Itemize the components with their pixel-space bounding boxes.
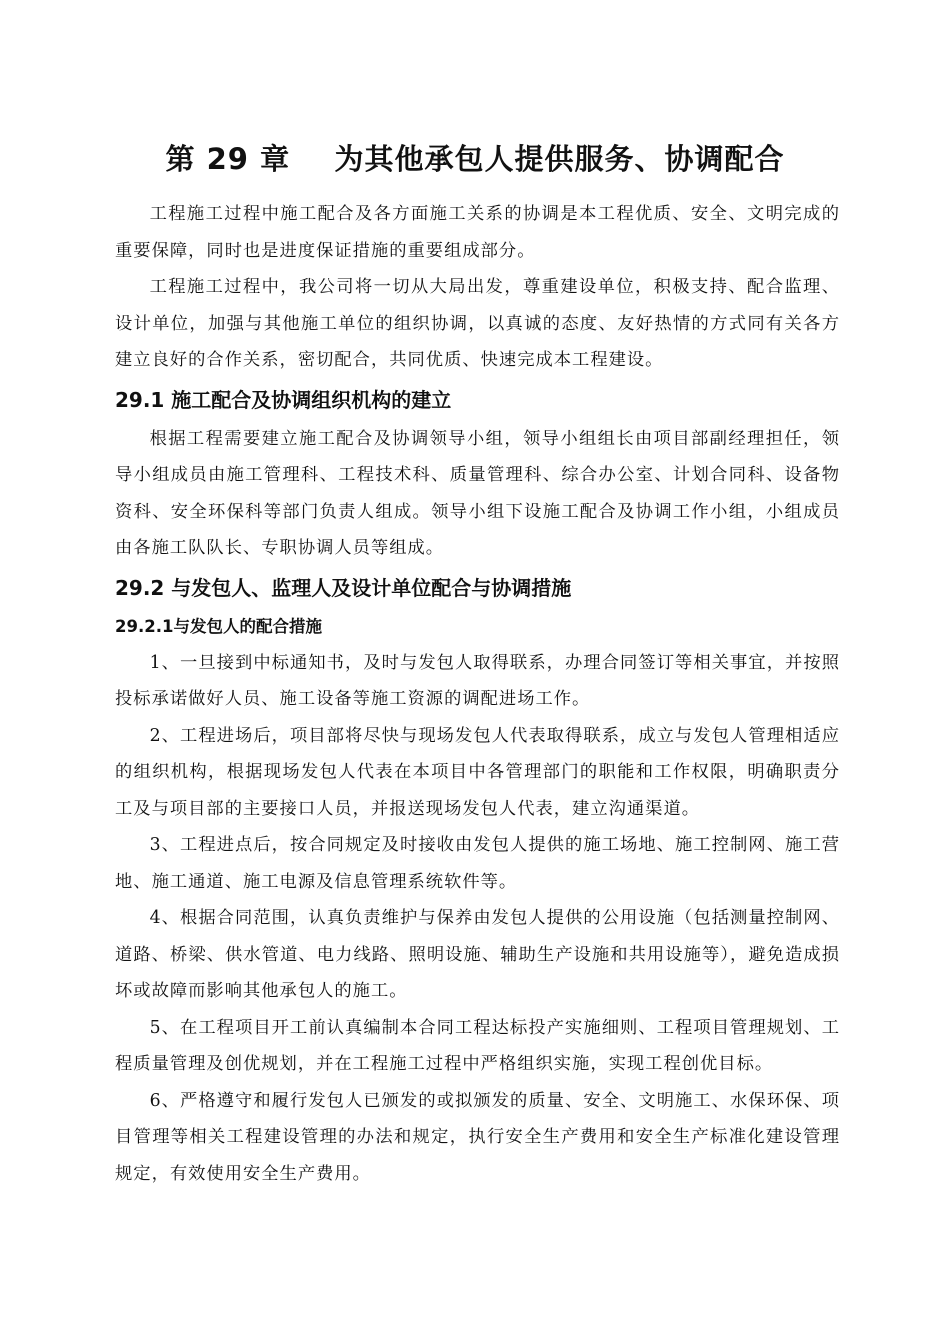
section-29-2-heading: 29.2 与发包人、监理人及设计单位配合与协调措施 bbox=[115, 575, 572, 600]
measure-item-3: 3、工程进点后，按合同规定及时接收由发包人提供的施工场地、施工控制网、施工营地、施工通道、施工电源及信息管理系统软件等。 bbox=[115, 835, 840, 892]
section-29-1-heading: 29.1 施工配合及协调组织机构的建立 bbox=[115, 387, 452, 412]
intro-paragraph-2: 工程施工过程中，我公司将一切从大局出发，尊重建设单位，积极支持、配合监理、设计单位，加强与其他施工单位的组织协调，以真诚的态度、友好热情的方式同有关各方建立良好的合作关系，密切配合，共同优质、快速完成本工程建设。 bbox=[115, 277, 840, 370]
document-body bbox=[115, 196, 840, 1192]
section-29-1-paragraph: 根据工程需要建立施工配合及协调领导小组，领导小组组长由项目部副经理担任，领导小组成员由施工管理科、工程技术科、质量管理科、综合办公室、计划合同科、设备物资科、安全环保科等部门负责人组成。领导小组下设施工配合及协调工作小组，小组成员由各施工队队长、专职协调人员等组成。 bbox=[115, 428, 840, 558]
measure-item-4: 4、根据合同范围，认真负责维护与保养由发包人提供的公用设施（包括测量控制网、道路、桥梁、供水管道、电力线路、照明设施、辅助生产设施和共用设施等），避免造成损坏或故障而影响其他承包人的施工。 bbox=[115, 908, 840, 1001]
measure-item-1: 1、一旦接到中标通知书，及时与发包人取得联系，办理合同签订等相关事宜，并按照投标承诺做好人员、施工设备等施工资源的调配进场工作。 bbox=[115, 652, 840, 709]
measure-item-2: 2、工程进场后，项目部将尽快与现场发包人代表取得联系，成立与发包人管理相适应的组织机构，根据现场发包人代表在本项目中各管理部门的职能和工作权限，明确职责分工及与项目部的主要接口人员，并报送现场发包人代表，建立沟通渠道。 bbox=[115, 725, 840, 819]
measure-item-6: 6、严格遵守和履行发包人已颁发的或拟颁发的质量、安全、文明施工、水保环保、项目管理等相关工程建设管理的办法和规定，执行安全生产费用和安全生产标准化建设管理规定，有效使用安全生产费用。 bbox=[115, 1090, 840, 1184]
section-29-2-1-heading: 29.2.1与发包人的配合措施 bbox=[115, 616, 322, 636]
chapter-title: 第 29 章 为其他承包人提供服务、协调配合 bbox=[165, 142, 785, 177]
measure-item-5: 5、在工程项目开工前认真编制本合同工程达标投产实施细则、工程项目管理规划、工程质量管理及创优规划，并在工程施工过程中严格组织实施，实现工程创优目标。 bbox=[115, 1017, 840, 1074]
intro-paragraph-1: 工程施工过程中施工配合及各方面施工关系的协调是本工程优质、安全、文明完成的重要保障，同时也是进度保证措施的重要组成部分。 bbox=[115, 204, 840, 261]
